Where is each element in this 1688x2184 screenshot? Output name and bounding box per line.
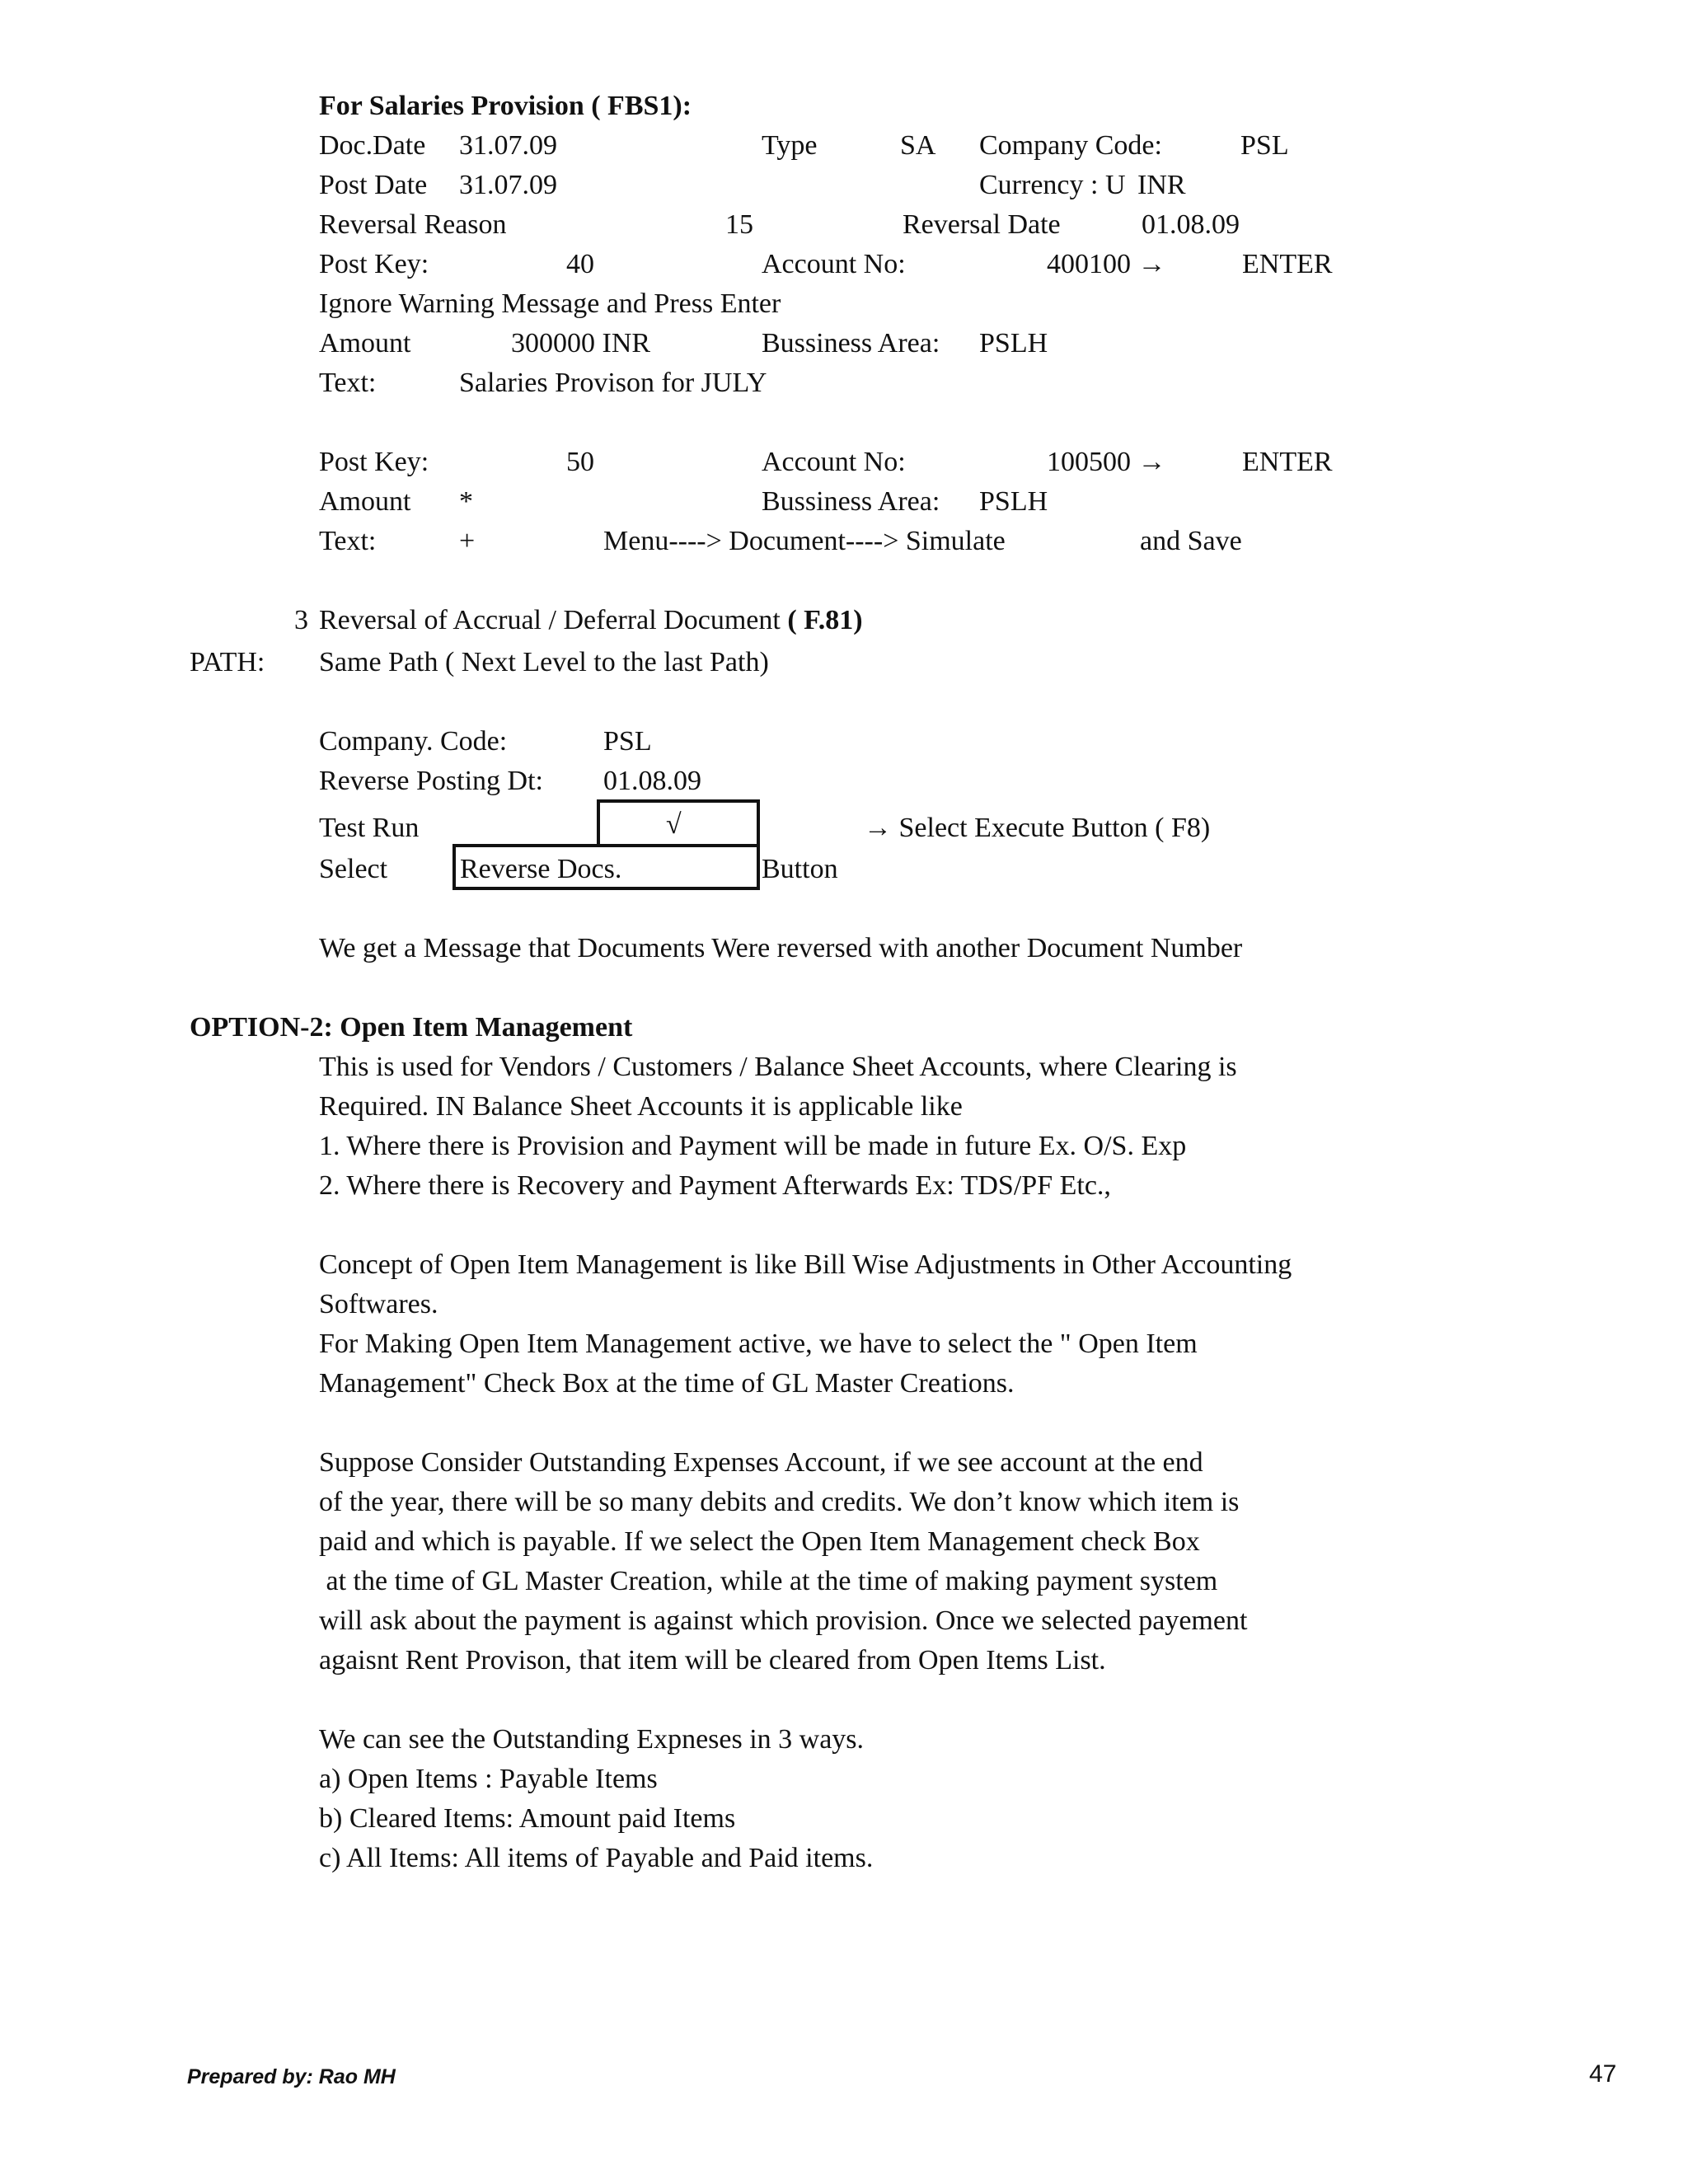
- reversal-reason-label: Reversal Reason: [319, 209, 507, 240]
- reversal-message: We get a Message that Documents Were reversed with another Document Number: [319, 933, 1243, 963]
- list-item: c) All Items: All items of Payable and Paid items.: [319, 1843, 874, 1873]
- paragraph-line: at the time of GL Master Creation, while at the time of making payment system: [319, 1566, 1218, 1596]
- check-mark-icon: √: [666, 809, 682, 840]
- option2-heading: OPTION-2: Open Item Management: [190, 1012, 633, 1043]
- paragraph-line: of the year, there will be so many debits and credits. We don’t know which item is: [319, 1487, 1240, 1517]
- reverse-posting-label: Reverse Posting Dt:: [319, 766, 543, 796]
- type-value: SA: [900, 130, 936, 161]
- account-no-value: 100500 →: [1047, 447, 1166, 477]
- path-label: PATH:: [190, 647, 265, 677]
- business-area-value: PSLH: [979, 328, 1048, 359]
- company-code-label: Company Code:: [979, 130, 1162, 161]
- post-key-label: Post Key:: [319, 249, 429, 279]
- path-text: Same Path ( Next Level to the last Path): [319, 647, 769, 677]
- section-title-text: Reversal of Accrual / Deferral Document: [319, 605, 781, 635]
- fbs1-heading: For Salaries Provision ( FBS1):: [319, 91, 692, 121]
- reversal-date-value: 01.08.09: [1142, 209, 1240, 240]
- enter-key: ENTER: [1242, 249, 1333, 279]
- paragraph-line: 2. Where there is Recovery and Payment Afterwards Ex: TDS/PF Etc.,: [319, 1170, 1111, 1201]
- post-key-value: 50: [566, 447, 594, 477]
- reverse-docs-label: Reverse Docs.: [460, 854, 622, 884]
- business-area-label: Bussiness Area:: [762, 328, 940, 359]
- post-date-label: Post Date: [319, 170, 428, 200]
- paragraph-line: For Making Open Item Management active, we have to select the " Open Item: [319, 1329, 1198, 1359]
- amount-label: Amount: [319, 486, 411, 517]
- select-label: Select: [319, 854, 388, 884]
- paragraph-line: agaisnt Rent Provison, that item will be cleared from Open Items List.: [319, 1645, 1106, 1675]
- paragraph-line: paid and which is payable. If we select the Open Item Management check Box: [319, 1526, 1200, 1557]
- account-no-value: 400100 →: [1047, 249, 1166, 279]
- text-label: Text:: [319, 368, 377, 398]
- reverse-posting-value: 01.08.09: [603, 766, 701, 796]
- text-value: +: [459, 526, 476, 556]
- paragraph-line: 1. Where there is Provision and Payment will be made in future Ex. O/S. Exp: [319, 1131, 1187, 1161]
- currency-value: INR: [1137, 170, 1186, 200]
- page-number: 47: [1589, 2060, 1617, 2088]
- post-key-value: 40: [566, 249, 594, 279]
- button-label: Button: [762, 854, 838, 884]
- paragraph-line: This is used for Vendors / Customers / Balance Sheet Accounts, where Clearing is: [319, 1052, 1237, 1082]
- section-code: ( F.81): [787, 605, 863, 635]
- warning-note: Ignore Warning Message and Press Enter: [319, 288, 781, 319]
- list-item: b) Cleared Items: Amount paid Items: [319, 1803, 736, 1834]
- business-area-value: PSLH: [979, 486, 1048, 517]
- amount-value: *: [459, 486, 473, 517]
- execute-hint: → Select Execute Button ( F8): [864, 813, 1211, 843]
- amount-value: 300000 INR: [511, 328, 651, 359]
- currency-label: Currency : U: [979, 170, 1126, 200]
- section-number: 3: [294, 605, 308, 635]
- doc-date-value: 31.07.09: [459, 130, 557, 161]
- paragraph-line: Softwares.: [319, 1289, 438, 1319]
- company-code-value: PSL: [1240, 130, 1289, 161]
- test-run-label: Test Run: [319, 813, 420, 843]
- enter-key: ENTER: [1242, 447, 1333, 477]
- paragraph-line: Management" Check Box at the time of GL Master Creations.: [319, 1368, 1015, 1399]
- list-item: a) Open Items : Payable Items: [319, 1764, 658, 1794]
- paragraph-line: will ask about the payment is against which provision. Once we selected payement: [319, 1605, 1248, 1636]
- menu-path: Menu----> Document----> Simulate: [603, 526, 1006, 556]
- paragraph-line: Required. IN Balance Sheet Accounts it is applicable like: [319, 1091, 963, 1122]
- post-key-label: Post Key:: [319, 447, 429, 477]
- company-code-value: PSL: [603, 726, 652, 757]
- company-code-label: Company. Code:: [319, 726, 508, 757]
- account-no-label: Account No:: [762, 447, 906, 477]
- save-note: and Save: [1140, 526, 1242, 556]
- amount-label: Amount: [319, 328, 411, 359]
- paragraph-line: We can see the Outstanding Expneses in 3 ways.: [319, 1724, 865, 1755]
- paragraph-line: Suppose Consider Outstanding Expenses Account, if we see account at the end: [319, 1447, 1203, 1478]
- text-value: Salaries Provison for JULY: [459, 368, 767, 398]
- account-no-label: Account No:: [762, 249, 906, 279]
- post-date-value: 31.07.09: [459, 170, 557, 200]
- prepared-by: Prepared by: Rao MH: [187, 2065, 396, 2088]
- reversal-date-label: Reversal Date: [903, 209, 1061, 240]
- business-area-label: Bussiness Area:: [762, 486, 940, 517]
- text-label: Text:: [319, 526, 377, 556]
- section-title: [319, 607, 863, 635]
- reversal-reason-value: 15: [725, 209, 753, 240]
- doc-date-label: Doc.Date: [319, 130, 426, 161]
- paragraph-line: Concept of Open Item Management is like Bill Wise Adjustments in Other Accounting: [319, 1249, 1292, 1280]
- type-label: Type: [762, 130, 818, 161]
